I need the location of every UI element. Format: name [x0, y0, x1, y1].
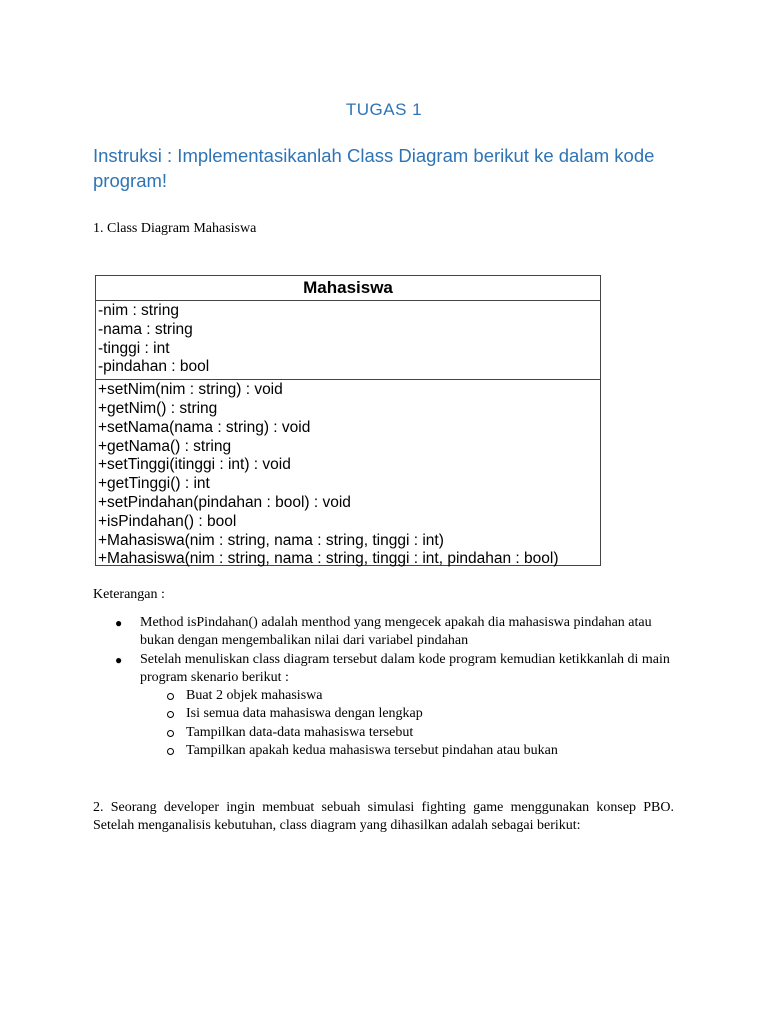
- uml-attribute: -nama : string: [98, 320, 193, 338]
- uml-method: +setPindahan(pindahan : bool) : void: [98, 493, 351, 511]
- circle-bullet-icon: [167, 711, 174, 718]
- uml-attribute: -tinggi : int: [98, 339, 170, 357]
- uml-method: +isPindahan() : bool: [98, 512, 237, 530]
- uml-method: +Mahasiswa(nim : string, nama : string, tinggi : int): [98, 531, 444, 549]
- uml-class-name: Mahasiswa: [96, 276, 600, 301]
- subnote-text: Tampilkan data-data mahasiswa tersebut: [186, 724, 414, 740]
- list-item: [93, 705, 683, 723]
- list-item: [93, 651, 683, 688]
- uml-method: +Mahasiswa(nim : string, nama : string, tinggi : int, pindahan : bool): [98, 550, 559, 568]
- list-item: [93, 742, 683, 760]
- uml-method: +setNama(nama : string) : void: [98, 418, 311, 436]
- subnote-text: Tampilkan apakah kedua mahasiswa tersebut pindahan atau bukan: [186, 743, 558, 759]
- uml-class-diagram: [95, 275, 601, 566]
- subnote-text: Buat 2 objek mahasiswa: [186, 688, 323, 704]
- keterangan-label: Keterangan :: [93, 587, 165, 602]
- circle-bullet-icon: [167, 693, 174, 700]
- uml-method: +getNim() : string: [98, 399, 218, 417]
- uml-attribute: -nim : string: [98, 302, 179, 319]
- note-text: Setelah menuliskan class diagram tersebut dalam kode program kemudian ketikkanlah di main program skenario berikut :: [140, 651, 670, 685]
- note-text: Method isPindahan() adalah menthod yang mengecek apakah dia mahasiswa pindahan atau bukan dengan mengembalikan nilai dari variabel pindahan: [140, 615, 652, 649]
- list-item: [93, 687, 683, 705]
- notes-list: [93, 614, 683, 760]
- uml-method: +setNim(nim : string) : void: [98, 381, 283, 399]
- section-1-heading: 1. Class Diagram Mahasiswa: [93, 221, 257, 236]
- uml-method: +getNama() : string: [98, 437, 232, 455]
- instruction-text: Instruksi : Implementasikanlah Class Diagram berikut ke dalam kode program!: [93, 145, 655, 191]
- uml-method: +getTinggi() : int: [98, 475, 210, 493]
- uml-attribute: -pindahan : bool: [98, 358, 210, 376]
- subnote-text: Isi semua data mahasiswa dengan lengkap: [186, 706, 423, 722]
- uml-methods-compartment: [96, 380, 600, 569]
- section-2-paragraph: 2. Seorang developer ingin membuat sebuah simulasi fighting game menggunakan konsep PBO. Setelah menganalisis kebutuhan, class diagram yang dihasilkan adalah sebagai berikut:: [93, 800, 674, 833]
- circle-bullet-icon: [167, 730, 174, 737]
- circle-bullet-icon: [167, 748, 174, 755]
- list-item: [93, 614, 683, 651]
- bullet-icon: ●: [115, 652, 123, 667]
- uml-method: +setTinggi(itinggi : int) : void: [98, 456, 291, 474]
- bullet-icon: ●: [115, 616, 123, 630]
- document-title: TUGAS 1: [345, 100, 423, 119]
- list-item: [93, 724, 683, 742]
- uml-attributes-compartment: [96, 301, 600, 380]
